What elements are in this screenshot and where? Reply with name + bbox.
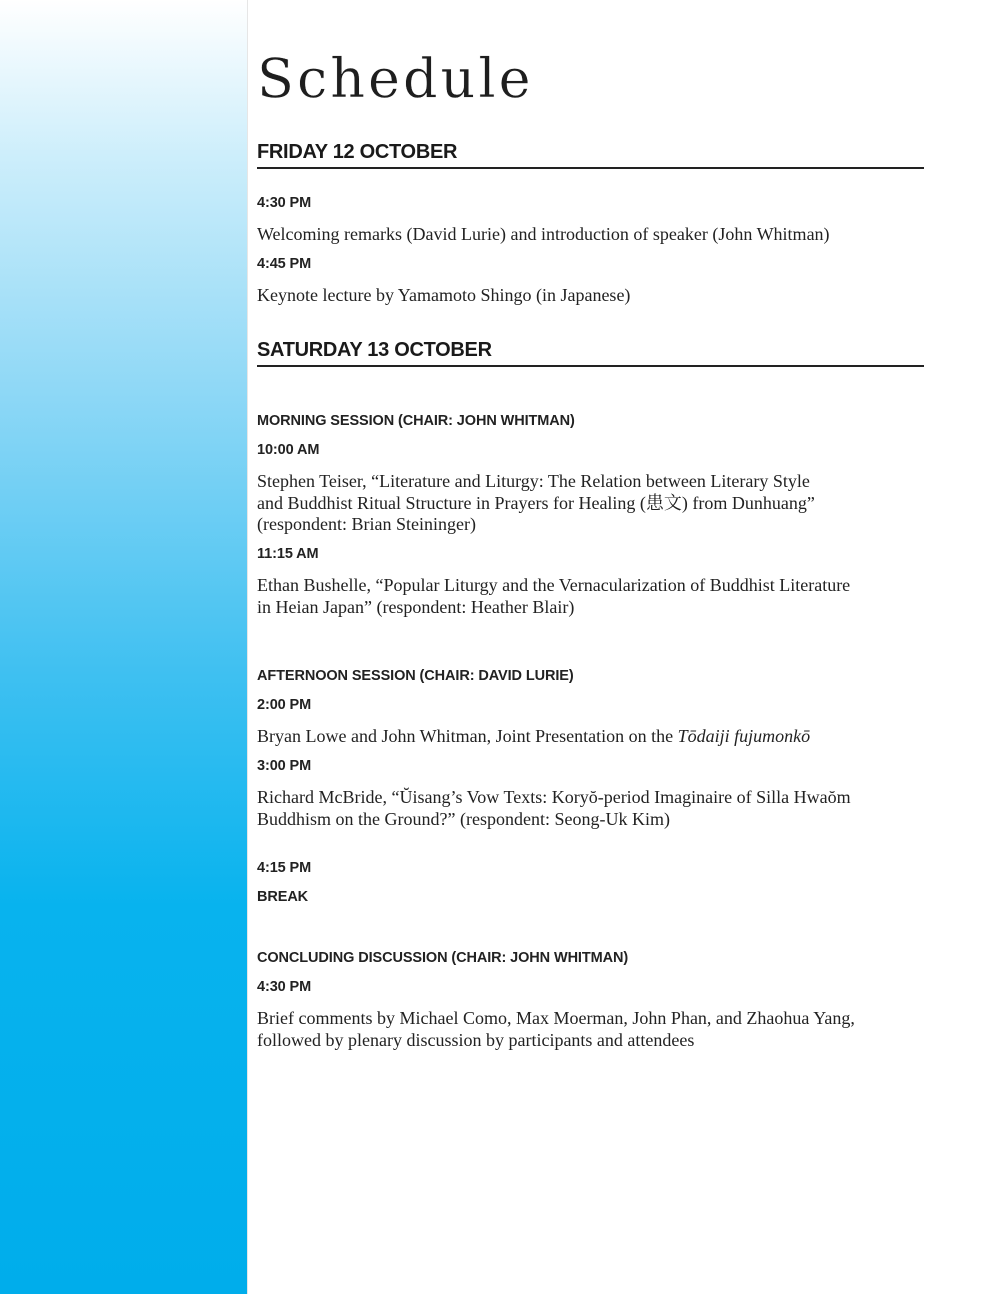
description-line: Richard McBride, “Ŭisang’s Vow Texts: Koryŏ-period Imaginaire of Silla Hwaŏm xyxy=(257,787,851,807)
description-line: followed by plenary discussion by participants and attendees xyxy=(257,1029,695,1050)
event-description: Welcoming remarks (David Lurie) and introduction of speaker (John Whitman) xyxy=(257,224,830,244)
event-description xyxy=(257,471,924,536)
time-label: 4:30 PM xyxy=(257,195,312,211)
band-edge-divider xyxy=(247,0,248,1294)
time-label: 4:30 PM xyxy=(257,979,312,995)
session-label-concluding: CONCLUDING DISCUSSION (CHAIR: JOHN WHITMAN) xyxy=(257,950,629,966)
event-description: Keynote lecture by Yamamoto Shingo (in Japanese) xyxy=(257,285,631,305)
time-label: 4:45 PM xyxy=(257,256,312,272)
description-title-italic: Tōdaiji fujumonkō xyxy=(677,726,811,746)
session-label-morning: MORNING SESSION (CHAIR: JOHN WHITMAN) xyxy=(257,413,575,429)
description-line: in Heian Japan” (respondent: Heather Blair) xyxy=(257,596,575,617)
description-line: Ethan Bushelle, “Popular Liturgy and the Vernacularization of Buddhist Literature xyxy=(257,575,851,595)
time-label: 2:00 PM xyxy=(257,697,312,713)
description-line: Brief comments by Michael Como, Max Moerman, John Phan, and Zhaohua Yang, xyxy=(257,1008,855,1028)
description-line: Buddhism on the Ground?” (respondent: Seong-Uk Kim) xyxy=(257,808,670,829)
time-label: 11:15 AM xyxy=(257,546,319,562)
event-description xyxy=(257,575,924,618)
time-label: 10:00 AM xyxy=(257,442,320,458)
page-title: Schedule xyxy=(257,47,534,110)
description-line: (respondent: Brian Steininger) xyxy=(257,514,476,534)
event-description xyxy=(257,787,924,830)
description-line: and Buddhist Ritual Structure in Prayers for Healing (患文) from Dunhuang” xyxy=(257,492,815,513)
event-description xyxy=(257,726,924,748)
session-label-afternoon: AFTERNOON SESSION (CHAIR: DAVID LURIE) xyxy=(257,668,574,684)
day-heading-friday: FRIDAY 12 OCTOBER xyxy=(257,141,924,169)
time-label: 4:15 PM xyxy=(257,860,312,876)
decorative-gradient-band xyxy=(0,0,247,1294)
break-label: BREAK xyxy=(257,889,309,905)
time-label: 3:00 PM xyxy=(257,758,312,774)
description-line: Stephen Teiser, “Literature and Liturgy: The Relation between Literary Style xyxy=(257,471,810,491)
event-description xyxy=(257,1008,924,1051)
day-heading-saturday: SATURDAY 13 OCTOBER xyxy=(257,339,924,367)
description-text: Bryan Lowe and John Whitman, Joint Presentation on the xyxy=(257,726,678,746)
